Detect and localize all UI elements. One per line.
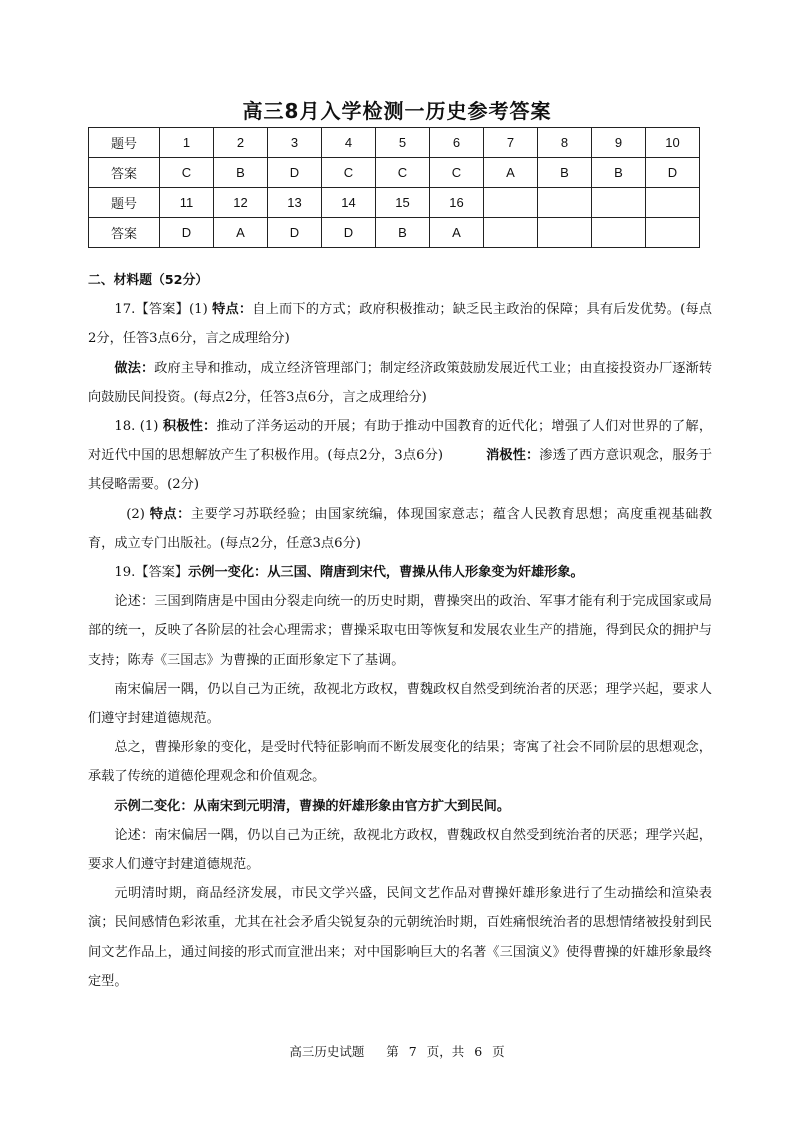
- q19-example2-para2: 元明清时期，商品经济发展，市民文学兴盛，民间文艺作品对曹操奸雄形象进行了生动描绘和渲染表演；民间感情色彩浓重，尤其在社会矛盾尖锐复杂的元朝统治时期，百姓痛恨统治者的思想情绪被投射到民间文艺作品上，通过间接的形式而宣泄出来；对中国影响巨大的名著《三国演义》使得曹操的奸雄形象最终定型。: [88, 886, 712, 989]
- answer-table: [88, 127, 700, 248]
- table-cell: C: [376, 158, 430, 188]
- table-cell: D: [268, 218, 322, 248]
- table-cell: 6: [430, 128, 484, 158]
- table-cell: 9: [592, 128, 646, 158]
- q18-text-positive: 推动了洋务运动的开展；有助于推动中国教育的近代化；增强了人们对世界的了解，对近代中国的思想解放产生了积极作用。(每点2分，3点6分): [88, 419, 713, 464]
- footer-page-word-2: 页，共: [426, 1044, 465, 1059]
- table-row-label: 题号: [89, 128, 160, 158]
- table-row-label: 题号: [89, 188, 160, 218]
- table-cell: 2: [214, 128, 268, 158]
- q17-label-features: 特点：: [212, 302, 253, 318]
- table-cell: D: [268, 158, 322, 188]
- q19-prefix: 19.【答案】: [114, 565, 189, 581]
- table-cell: C: [430, 158, 484, 188]
- q19-example1-heading: 示例一变化：从三国、隋唐到宋代，曹操从伟人形象变为奸雄形象。: [188, 565, 584, 581]
- q17-text-methods: 政府主导和推动，成立经济管理部门；制定经济政策鼓励发展近代工业；由直接投资办厂逐渐转向鼓励民间投资。(每点2分，任答3点6分，言之成理给分): [88, 360, 713, 405]
- table-cell: 8: [538, 128, 592, 158]
- table-row: [89, 218, 700, 248]
- table-cell: B: [592, 158, 646, 188]
- table-cell: 3: [268, 128, 322, 158]
- table-cell: 12: [214, 188, 268, 218]
- page-footer: [0, 1042, 794, 1060]
- q19-example1-para3: 总之，曹操形象的变化，是受时代特征影响而不断发展变化的结果；寄寓了社会不同阶层的思想观念，承载了传统的道德伦理观念和价值观念。: [88, 740, 712, 785]
- q18-label-part2: 特点：: [149, 506, 191, 522]
- table-cell: [484, 188, 538, 218]
- q18-label-negative: 消极性：: [486, 448, 540, 464]
- table-cell: A: [430, 218, 484, 248]
- q17-label-methods: 做法：: [114, 360, 155, 376]
- table-row: [89, 158, 700, 188]
- table-row: [89, 128, 700, 158]
- footer-subject: 高三历史试题: [289, 1044, 365, 1059]
- table-row-label: 答案: [89, 218, 160, 248]
- table-cell: [592, 188, 646, 218]
- table-cell: B: [376, 218, 430, 248]
- table-cell: A: [214, 218, 268, 248]
- q17-text-features: 自上而下的方式；政府积极推动；缺乏民主政治的保障；具有后发优势。(每点2分，任答3点6分，言之成理给分): [88, 302, 712, 347]
- table-cell: 15: [376, 188, 430, 218]
- table-cell: B: [214, 158, 268, 188]
- footer-page-word-1: 第: [386, 1044, 399, 1059]
- q17-paragraph-1: [88, 295, 712, 353]
- table-cell: D: [160, 218, 214, 248]
- page-title: 高三8月入学检测一历史参考答案: [242, 99, 552, 123]
- q18-text-part2: 主要学习苏联经验；由国家统编，体现国家意志；蕴含人民教育思想；高度重视基础教育，成立专门出版社。(每点2分，任意3点6分): [88, 506, 713, 551]
- q17-paragraph-2: [88, 354, 712, 412]
- q17-prefix: 17.【答案】(1): [114, 302, 213, 318]
- table-cell: D: [322, 218, 376, 248]
- table-row-label: 答案: [89, 158, 160, 188]
- q19-example2-para1: 论述：南宋偏居一隅，仍以自己为正统，敌视北方政权，曹魏政权自然受到统治者的厌恶；理学兴起，要求人们遵守封建道德规范。: [88, 827, 712, 873]
- table-cell: 5: [376, 128, 430, 158]
- footer-page-total: 6: [474, 1044, 483, 1059]
- table-cell: [538, 218, 592, 248]
- q18-paragraph-1: [88, 412, 712, 500]
- q18-text-negative: 渗透了西方意识观念，服务于其侵略需要。(2分): [88, 448, 713, 493]
- q19-example2-heading-text: 示例二变化：从南宋到元明清，曹操的奸雄形象由官方扩大到民间。: [114, 798, 511, 814]
- table-cell: 14: [322, 188, 376, 218]
- table-cell: 11: [160, 188, 214, 218]
- table-cell: [484, 218, 538, 248]
- table-cell: 13: [268, 188, 322, 218]
- material-section: [88, 266, 712, 996]
- table-cell: [646, 218, 700, 248]
- table-cell: C: [160, 158, 214, 188]
- table-cell: 1: [160, 128, 214, 158]
- q18-prefix: 18. (1): [114, 419, 163, 435]
- q19-example1-para1: 论述：三国到隋唐是中国由分裂走向统一的历史时期，曹操突出的政治、军事才能有利于完成国家或局部的统一，反映了各阶层的社会心理需求；曹操采取屯田等恢复和发展农业生产的措施，得到民众的拥护与支持；陈寿《三国志》为曹操的正面形象定下了基调。: [88, 594, 712, 668]
- q18-part2-prefix: (2): [126, 506, 150, 522]
- section-heading: 二、材料题（52分）: [88, 273, 209, 288]
- table-cell: 10: [646, 128, 700, 158]
- footer-page-number: 7: [408, 1044, 417, 1059]
- q19-heading: [88, 558, 712, 587]
- table-cell: 4: [322, 128, 376, 158]
- q18-paragraph-2: [88, 500, 712, 558]
- table-cell: [592, 218, 646, 248]
- footer-page-word-3: 页: [492, 1044, 505, 1059]
- table-row: [89, 188, 700, 218]
- table-cell: [538, 188, 592, 218]
- table-cell: A: [484, 158, 538, 188]
- q18-label-positive: 积极性：: [162, 419, 217, 435]
- table-cell: D: [646, 158, 700, 188]
- table-cell: C: [322, 158, 376, 188]
- q19-example1-para2: 南宋偏居一隅，仍以自己为正统，敌视北方政权，曹魏政权自然受到统治者的厌恶；理学兴起，要求人们遵守封建道德规范。: [88, 681, 712, 727]
- table-cell: [646, 188, 700, 218]
- q19-example2-heading: [88, 792, 712, 821]
- table-cell: 7: [484, 128, 538, 158]
- table-cell: 16: [430, 188, 484, 218]
- table-cell: B: [538, 158, 592, 188]
